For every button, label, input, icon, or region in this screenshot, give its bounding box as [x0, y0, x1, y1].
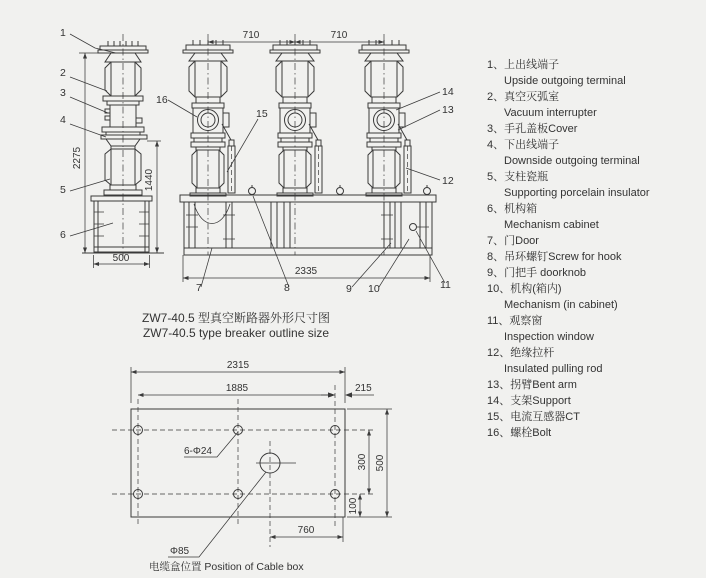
legend-item-10: 10、机构(箱内) Mechanism (in cabinet)	[487, 283, 618, 311]
legend-item-14: 14、支架Support	[487, 395, 571, 407]
dim-total-height: 2275	[72, 146, 83, 170]
callout-2: 2	[60, 67, 66, 79]
callout-12: 12	[442, 175, 454, 187]
callout-5: 5	[60, 184, 66, 196]
dim-pitch1: 710	[242, 30, 260, 41]
callout-13: 13	[442, 104, 454, 116]
dim-depth: 500	[375, 454, 386, 472]
label-cable-diameter: Φ85	[170, 546, 190, 557]
pole-1	[183, 34, 235, 255]
callout-10: 10	[368, 283, 380, 295]
inspection-window	[410, 224, 417, 231]
legend-item-1: 1、上出线端子 Upside outgoing terminal	[487, 59, 626, 87]
side-view-callouts	[60, 27, 116, 241]
legend-item-9: 9、门把手 doorknob	[487, 267, 587, 279]
callout-14: 14	[442, 86, 454, 98]
callout-4: 4	[60, 114, 66, 126]
hook-screw	[249, 185, 256, 195]
figure-caption-en: ZW7-40.5 type breaker outline size	[142, 326, 330, 340]
dim-overall-width: 2335	[294, 266, 318, 277]
dim-edge-margin: 215	[355, 383, 372, 394]
hook-screw	[424, 185, 431, 195]
cable-box-caption: 电缆盒位置 Position of Cable box	[149, 561, 304, 573]
dim-hole-span: 1885	[225, 383, 249, 394]
callout-15: 15	[256, 108, 268, 120]
dim-cabinet-width: 500	[112, 253, 130, 264]
legend-item-13: 13、拐臂Bent arm	[487, 379, 577, 391]
dim-plan-overall-width: 2315	[226, 360, 250, 371]
legend-item-7: 7、门Door	[487, 235, 539, 247]
callout-7: 7	[196, 282, 202, 294]
callout-3: 3	[60, 87, 66, 99]
figure-caption	[128, 311, 344, 341]
legend-item-6: 6、机构箱 Mechanism cabinet	[487, 203, 599, 231]
legend-item-4: 4、下出线端子 Downside outgoing terminal	[487, 139, 640, 167]
mounting-holes	[134, 426, 340, 499]
pole-3	[359, 34, 411, 255]
dim-hole-row-span: 300	[357, 453, 368, 471]
front-view-frame	[180, 185, 436, 255]
parts-legend	[487, 57, 703, 441]
dim-cable-offset: 760	[297, 525, 315, 536]
legend-item-15: 15、电流互感器CT	[487, 411, 580, 423]
callout-9: 9	[346, 283, 352, 295]
legend-item-16: 16、螺栓Bolt	[487, 427, 552, 439]
hook-screw	[337, 185, 344, 195]
figure-caption-zh: ZW7-40.5 型真空断路器外形尺寸图	[141, 311, 331, 325]
callout-6: 6	[60, 229, 66, 241]
callout-16: 16	[156, 94, 168, 106]
legend-item-2: 2、真空灭弧室 Vacuum interrupter	[487, 91, 597, 119]
callout-8: 8	[284, 282, 290, 294]
pole-2	[270, 34, 322, 255]
legend-item-5: 5、支柱瓷瓶 Supporting porcelain insulator	[487, 171, 650, 199]
legend-item-8: 8、吊环螺钉Screw for hook	[487, 251, 622, 263]
label-mounting-holes: 6-Φ24	[184, 446, 212, 457]
dim-pitch2: 710	[330, 30, 348, 41]
callout-1: 1	[60, 27, 66, 39]
plan-view	[112, 360, 392, 557]
callout-11: 11	[440, 279, 451, 291]
dim-support-height: 1440	[144, 168, 155, 192]
legend-item-3: 3、手孔盖板Cover	[487, 123, 578, 135]
legend-item-12: 12、绝缘拉杆 Insulated pulling rod	[487, 347, 603, 375]
front-view	[156, 30, 454, 295]
side-view	[60, 27, 164, 268]
legend-item-11: 11、观察窗 Inspection window	[487, 315, 594, 343]
dim-bottom-margin: 100	[348, 497, 359, 515]
